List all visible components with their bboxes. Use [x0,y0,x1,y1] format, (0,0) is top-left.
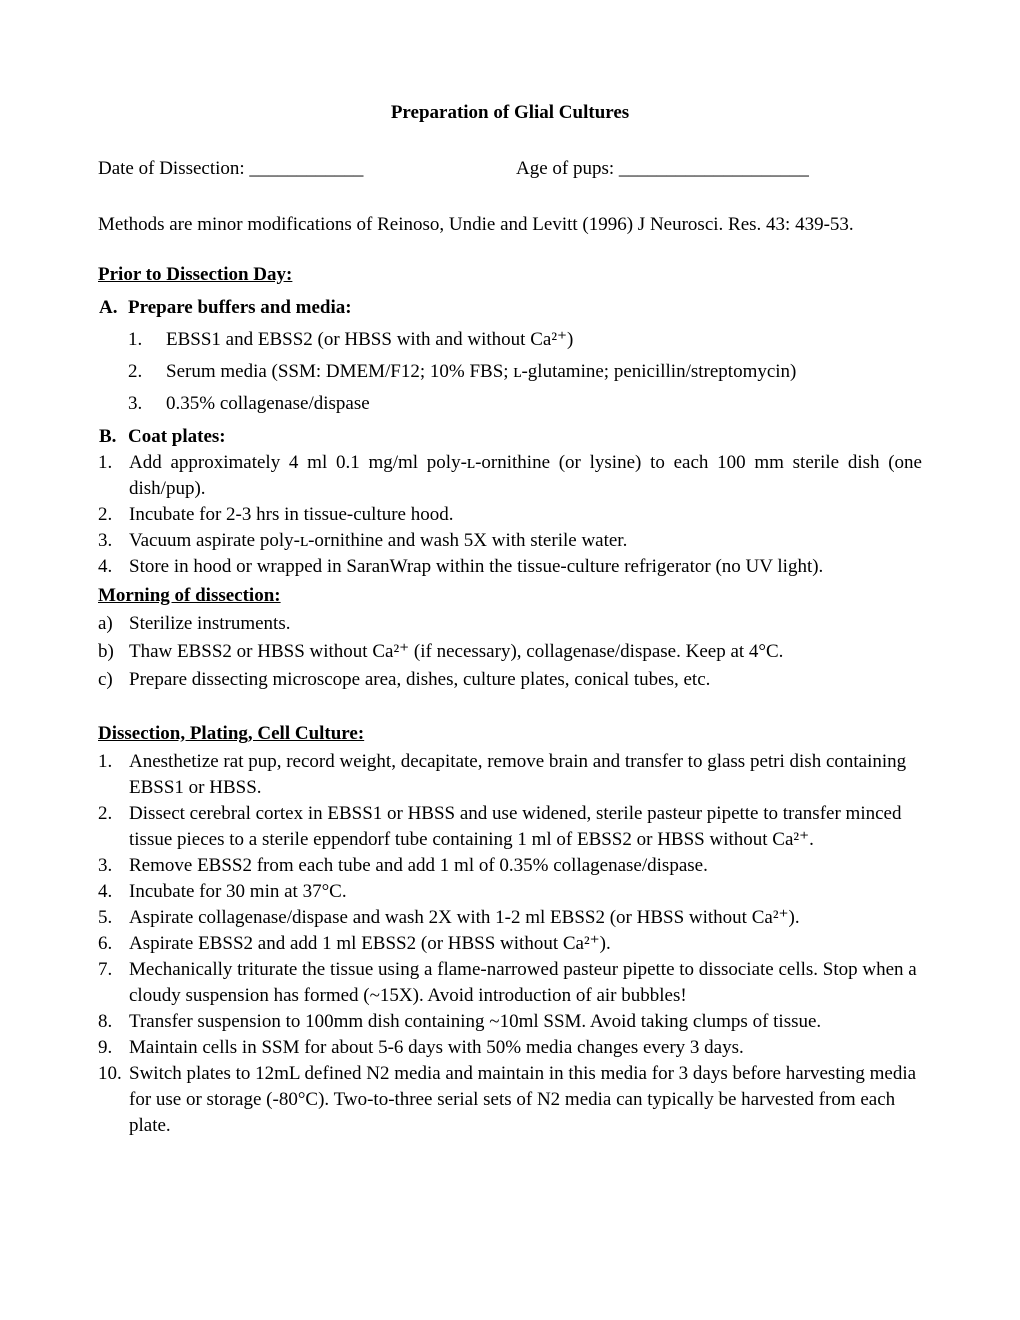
dissection-step-text: Aspirate collagenase/dispase and wash 2X with 1-2 ml EBSS2 (or HBSS without Ca²⁺). [129,907,800,928]
item-marker: 3. [98,855,113,876]
section-heading-morning-of-dissection: Morning of dissection: [98,585,281,606]
dissection-step-text: Transfer suspension to 100mm dish containing ~10ml SSM. Avoid taking clumps of tissue. [129,1011,822,1032]
item-marker: 1. [98,452,113,473]
coat-plates-step-text: Vacuum aspirate poly-ʟ-ornithine and wash 5X with sterile water. [129,530,628,551]
item-b-label: Coat plates: [128,426,226,447]
morning-step [98,611,922,637]
item-marker: c) [98,669,113,690]
dissection-step [98,801,922,853]
buffer-item-text: EBSS1 and EBSS2 (or HBSS with and without Ca²⁺) [166,329,574,350]
item-marker: 9. [98,1037,113,1058]
dissection-step [98,1035,922,1061]
item-marker: 3. [98,530,113,551]
item-marker: 6. [98,933,113,954]
dissection-step-text: Incubate for 30 min at 37°C. [129,881,347,902]
coat-plates-step [98,502,922,528]
dissection-step-text: Mechanically triturate the tissue using a flame-narrowed pasteur pipette to dissociate cells. Stop when a cloudy suspension has formed (~15X). Avoid introduction of air bubbles! [129,959,917,1006]
item-marker: 4. [98,556,113,577]
item-marker: 2. [98,803,113,824]
item-marker: 1. [98,751,113,772]
item-marker: b) [98,641,114,662]
dissection-step-text: Aspirate EBSS2 and add 1 ml EBSS2 (or HBSS without Ca²⁺). [129,933,611,954]
header-fields [98,156,922,182]
item-marker: 1. [128,329,143,350]
item-a-prepare-buffers [98,295,922,321]
dissection-step [98,931,922,957]
buffer-item [98,359,922,385]
buffer-item [98,391,922,417]
coat-plates-step-text: Store in hood or wrapped in SaranWrap within the tissue-culture refrigerator (no UV light). [129,556,824,577]
item-marker: 2. [98,504,113,525]
methods-reference: Methods are minor modifications of Reinoso, Undie and Levitt (1996) J Neurosci. Res. 43: 439-53. [98,214,854,235]
dissection-step-text: Dissect cerebral cortex in EBSS1 or HBSS and use widened, sterile pasteur pipette to transfer minced tissue pieces to a sterile eppendorf tube containing 1 ml of EBSS2 or HBSS without Ca²⁺. [129,803,902,850]
document-title: Preparation of Glial Cultures [390,102,630,123]
coat-plates-step-text: Incubate for 2-3 hrs in tissue-culture hood. [129,504,454,525]
coat-plates-step [98,554,922,580]
item-marker: 10. [98,1063,122,1084]
dissection-step [98,905,922,931]
coat-plates-step [98,528,922,554]
coat-plates-step-text: Add approximately 4 ml 0.1 mg/ml poly-ʟ-ornithine (or lysine) to each 100 mm sterile dish (one dish/pup). [129,452,922,499]
age-of-pups-line: Age of pups: ____________________ [516,158,809,179]
morning-step-text: Sterilize instruments. [129,613,291,634]
buffer-item [98,327,922,353]
dissection-step [98,879,922,905]
morning-step-text: Thaw EBSS2 or HBSS without Ca²⁺ (if necessary), collagenase/dispase. Keep at 4°C. [129,641,784,662]
item-marker: a) [98,613,113,634]
item-marker: B. [99,426,117,447]
item-b-coat-plates [98,424,922,450]
item-marker: 8. [98,1011,113,1032]
dissection-step [98,1061,922,1139]
coat-plates-step [98,450,922,502]
dissection-step-text: Maintain cells in SSM for about 5-6 days with 50% media changes every 3 days. [129,1037,744,1058]
dissection-step [98,853,922,879]
morning-step [98,667,922,693]
item-marker: 5. [98,907,113,928]
date-of-dissection-line: Date of Dissection: ____________ [98,158,364,179]
buffer-item-text: 0.35% collagenase/dispase [166,393,370,414]
item-marker: A. [99,297,118,318]
dissection-step [98,749,922,801]
morning-step [98,639,922,665]
section-heading-dissection-plating: Dissection, Plating, Cell Culture: [98,723,365,744]
dissection-step-text: Anesthetize rat pup, record weight, decapitate, remove brain and transfer to glass petri dish containing EBSS1 or HBSS. [129,751,907,798]
dissection-step [98,1009,922,1035]
dissection-step [98,957,922,1009]
buffer-item-text: Serum media (SSM: DMEM/F12; 10% FBS; ʟ-glutamine; penicillin/streptomycin) [166,361,797,382]
item-marker: 4. [98,881,113,902]
item-marker: 3. [128,393,143,414]
item-marker: 2. [128,361,143,382]
item-a-label: Prepare buffers and media: [128,297,352,318]
dissection-step-text: Switch plates to 12mL defined N2 media and maintain in this media for 3 days before harvesting media for use or storage (-80°C). Two-to-three serial sets of N2 media can typically be harvested from each plate. [129,1063,917,1136]
dissection-step-text: Remove EBSS2 from each tube and add 1 ml of 0.35% collagenase/dispase. [129,855,708,876]
item-marker: 7. [98,959,113,980]
morning-step-text: Prepare dissecting microscope area, dishes, culture plates, conical tubes, etc. [129,669,711,690]
section-heading-prior-to-dissection: Prior to Dissection Day: [98,264,293,285]
